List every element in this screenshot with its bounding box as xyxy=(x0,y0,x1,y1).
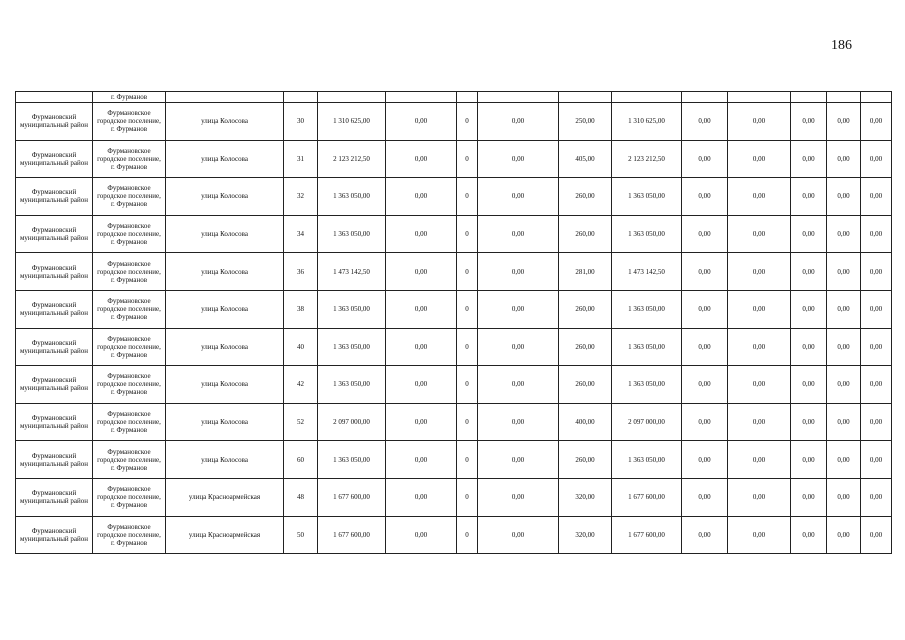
street-cell xyxy=(166,92,284,103)
value-cell: 0,00 xyxy=(682,441,728,479)
house-number-cell: 48 xyxy=(284,478,318,516)
value-cell xyxy=(791,92,827,103)
house-number-cell: 31 xyxy=(284,140,318,178)
value-cell xyxy=(682,92,728,103)
street-cell: улица Колосова xyxy=(166,140,284,178)
value-cell: 1 310 625,00 xyxy=(318,103,386,141)
value-cell: 0,00 xyxy=(386,403,457,441)
value-cell: 0 xyxy=(457,478,478,516)
value-cell: 2 123 212,50 xyxy=(318,140,386,178)
value-cell: 0,00 xyxy=(478,103,559,141)
district-cell: Фурмановский муниципальный район xyxy=(16,103,93,141)
value-cell: 0 xyxy=(457,328,478,366)
value-cell: 1 677 600,00 xyxy=(612,478,682,516)
house-number-cell: 60 xyxy=(284,441,318,479)
value-cell: 0,00 xyxy=(682,215,728,253)
street-cell: улица Колосова xyxy=(166,366,284,404)
settlement-cell: Фурмановское городское поселение, г. Фурманов xyxy=(93,478,166,516)
value-cell xyxy=(457,92,478,103)
table-row xyxy=(16,178,892,216)
value-cell: 0,00 xyxy=(827,140,861,178)
value-cell: 250,00 xyxy=(559,103,612,141)
building-repair-table xyxy=(15,91,892,554)
value-cell: 2 097 000,00 xyxy=(612,403,682,441)
settlement-cell: Фурмановское городское поселение, г. Фурманов xyxy=(93,253,166,291)
value-cell: 0,00 xyxy=(682,103,728,141)
value-cell: 0,00 xyxy=(728,253,791,291)
settlement-cell: Фурмановское городское поселение, г. Фурманов xyxy=(93,178,166,216)
continuation-row xyxy=(16,92,892,103)
value-cell: 0,00 xyxy=(478,290,559,328)
value-cell: 0,00 xyxy=(728,178,791,216)
page-number: 186 xyxy=(831,38,852,53)
value-cell: 0,00 xyxy=(728,403,791,441)
value-cell: 0,00 xyxy=(827,103,861,141)
value-cell: 1 473 142,50 xyxy=(612,253,682,291)
value-cell: 1 677 600,00 xyxy=(318,516,386,554)
value-cell: 2 123 212,50 xyxy=(612,140,682,178)
house-number-cell: 50 xyxy=(284,516,318,554)
table-body xyxy=(16,92,892,554)
value-cell: 0,00 xyxy=(861,441,892,479)
value-cell: 0,00 xyxy=(478,215,559,253)
value-cell: 0,00 xyxy=(386,178,457,216)
house-number-cell: 36 xyxy=(284,253,318,291)
house-number-cell: 42 xyxy=(284,366,318,404)
value-cell: 1 363 050,00 xyxy=(318,441,386,479)
value-cell: 0,00 xyxy=(478,253,559,291)
value-cell: 1 363 050,00 xyxy=(318,215,386,253)
street-cell: улица Колосова xyxy=(166,253,284,291)
value-cell: 260,00 xyxy=(559,215,612,253)
value-cell: 1 363 050,00 xyxy=(612,441,682,479)
value-cell: 1 363 050,00 xyxy=(318,290,386,328)
district-cell: Фурмановский муниципальный район xyxy=(16,178,93,216)
table-row xyxy=(16,103,892,141)
value-cell: 260,00 xyxy=(559,328,612,366)
value-cell: 0,00 xyxy=(791,478,827,516)
value-cell: 0,00 xyxy=(791,103,827,141)
table-row xyxy=(16,403,892,441)
value-cell xyxy=(386,92,457,103)
value-cell: 0,00 xyxy=(682,328,728,366)
value-cell: 0,00 xyxy=(791,366,827,404)
value-cell: 0,00 xyxy=(791,328,827,366)
house-number-cell: 34 xyxy=(284,215,318,253)
value-cell: 0,00 xyxy=(478,478,559,516)
value-cell: 0,00 xyxy=(861,178,892,216)
value-cell xyxy=(318,92,386,103)
street-cell: улица Колосова xyxy=(166,441,284,479)
house-number-cell: 32 xyxy=(284,178,318,216)
value-cell: 0 xyxy=(457,140,478,178)
value-cell: 0,00 xyxy=(478,178,559,216)
value-cell: 0,00 xyxy=(791,403,827,441)
settlement-cell: Фурмановское городское поселение, г. Фурманов xyxy=(93,441,166,479)
house-cell xyxy=(284,92,318,103)
value-cell: 0,00 xyxy=(827,441,861,479)
value-cell: 0,00 xyxy=(861,478,892,516)
street-cell: улица Колосова xyxy=(166,178,284,216)
value-cell: 0 xyxy=(457,178,478,216)
settlement-cell: г. Фурманов xyxy=(93,92,166,103)
value-cell: 0,00 xyxy=(682,403,728,441)
value-cell: 0,00 xyxy=(386,140,457,178)
value-cell: 0,00 xyxy=(791,253,827,291)
value-cell: 1 363 050,00 xyxy=(318,328,386,366)
value-cell: 0,00 xyxy=(478,366,559,404)
value-cell: 0,00 xyxy=(386,441,457,479)
settlement-cell: Фурмановское городское поселение, г. Фурманов xyxy=(93,366,166,404)
value-cell: 0,00 xyxy=(682,140,728,178)
value-cell: 0,00 xyxy=(861,103,892,141)
settlement-cell: Фурмановское городское поселение, г. Фурманов xyxy=(93,328,166,366)
value-cell: 0,00 xyxy=(791,290,827,328)
value-cell: 0,00 xyxy=(827,516,861,554)
value-cell: 0,00 xyxy=(386,328,457,366)
value-cell: 0,00 xyxy=(827,253,861,291)
value-cell: 0 xyxy=(457,290,478,328)
value-cell: 0,00 xyxy=(478,441,559,479)
value-cell: 0,00 xyxy=(682,290,728,328)
value-cell: 1 310 625,00 xyxy=(612,103,682,141)
value-cell: 0,00 xyxy=(861,516,892,554)
house-number-cell: 52 xyxy=(284,403,318,441)
table-row xyxy=(16,441,892,479)
value-cell: 260,00 xyxy=(559,441,612,479)
district-cell xyxy=(16,92,93,103)
street-cell: улица Красноармейская xyxy=(166,516,284,554)
value-cell: 0,00 xyxy=(827,478,861,516)
value-cell: 320,00 xyxy=(559,516,612,554)
value-cell: 0,00 xyxy=(827,178,861,216)
value-cell: 0,00 xyxy=(791,178,827,216)
table-row xyxy=(16,140,892,178)
value-cell: 0,00 xyxy=(386,516,457,554)
street-cell: улица Колосова xyxy=(166,403,284,441)
value-cell: 0,00 xyxy=(728,478,791,516)
table-row xyxy=(16,516,892,554)
value-cell: 0,00 xyxy=(728,328,791,366)
value-cell: 1 363 050,00 xyxy=(612,328,682,366)
value-cell: 0,00 xyxy=(682,253,728,291)
settlement-cell: Фурмановское городское поселение, г. Фурманов xyxy=(93,290,166,328)
value-cell: 0 xyxy=(457,103,478,141)
value-cell xyxy=(827,92,861,103)
value-cell: 1 363 050,00 xyxy=(612,366,682,404)
value-cell: 0,00 xyxy=(728,140,791,178)
value-cell: 0,00 xyxy=(827,403,861,441)
value-cell: 0,00 xyxy=(861,290,892,328)
value-cell: 0,00 xyxy=(791,516,827,554)
value-cell: 0,00 xyxy=(386,478,457,516)
value-cell: 0,00 xyxy=(386,290,457,328)
value-cell: 0,00 xyxy=(478,403,559,441)
value-cell: 0,00 xyxy=(861,140,892,178)
value-cell: 405,00 xyxy=(559,140,612,178)
value-cell: 0,00 xyxy=(728,103,791,141)
district-cell: Фурмановский муниципальный район xyxy=(16,290,93,328)
value-cell: 0 xyxy=(457,215,478,253)
value-cell: 0,00 xyxy=(791,215,827,253)
value-cell: 0,00 xyxy=(827,215,861,253)
table-row xyxy=(16,253,892,291)
value-cell: 0,00 xyxy=(791,441,827,479)
street-cell: улица Колосова xyxy=(166,328,284,366)
value-cell: 400,00 xyxy=(559,403,612,441)
value-cell: 0,00 xyxy=(478,516,559,554)
district-cell: Фурмановский муниципальный район xyxy=(16,516,93,554)
street-cell: улица Колосова xyxy=(166,103,284,141)
table-row xyxy=(16,328,892,366)
value-cell: 0,00 xyxy=(478,328,559,366)
table-row xyxy=(16,366,892,404)
value-cell: 0,00 xyxy=(728,215,791,253)
value-cell: 1 677 600,00 xyxy=(612,516,682,554)
value-cell: 0,00 xyxy=(682,366,728,404)
value-cell: 1 363 050,00 xyxy=(612,215,682,253)
value-cell: 0,00 xyxy=(386,366,457,404)
district-cell: Фурмановский муниципальный район xyxy=(16,253,93,291)
value-cell: 0,00 xyxy=(861,253,892,291)
table-row xyxy=(16,478,892,516)
settlement-cell: Фурмановское городское поселение, г. Фурманов xyxy=(93,103,166,141)
value-cell: 0,00 xyxy=(861,215,892,253)
value-cell xyxy=(861,92,892,103)
value-cell: 1 363 050,00 xyxy=(612,290,682,328)
value-cell: 0,00 xyxy=(861,328,892,366)
value-cell: 0,00 xyxy=(728,366,791,404)
value-cell: 0 xyxy=(457,366,478,404)
value-cell: 260,00 xyxy=(559,290,612,328)
district-cell: Фурмановский муниципальный район xyxy=(16,366,93,404)
value-cell: 0 xyxy=(457,441,478,479)
district-cell: Фурмановский муниципальный район xyxy=(16,478,93,516)
value-cell: 320,00 xyxy=(559,478,612,516)
district-cell: Фурмановский муниципальный район xyxy=(16,403,93,441)
value-cell: 260,00 xyxy=(559,366,612,404)
value-cell: 0,00 xyxy=(827,290,861,328)
district-cell: Фурмановский муниципальный район xyxy=(16,215,93,253)
value-cell: 0 xyxy=(457,516,478,554)
value-cell: 0 xyxy=(457,403,478,441)
value-cell: 0,00 xyxy=(728,516,791,554)
value-cell: 0,00 xyxy=(478,140,559,178)
value-cell: 0,00 xyxy=(386,253,457,291)
district-cell: Фурмановский муниципальный район xyxy=(16,441,93,479)
district-cell: Фурмановский муниципальный район xyxy=(16,328,93,366)
value-cell: 281,00 xyxy=(559,253,612,291)
value-cell: 1 677 600,00 xyxy=(318,478,386,516)
value-cell: 2 097 000,00 xyxy=(318,403,386,441)
value-cell: 0,00 xyxy=(827,328,861,366)
street-cell: улица Колосова xyxy=(166,290,284,328)
value-cell: 0 xyxy=(457,253,478,291)
value-cell: 0,00 xyxy=(386,215,457,253)
value-cell: 0,00 xyxy=(682,478,728,516)
value-cell xyxy=(478,92,559,103)
value-cell: 0,00 xyxy=(386,103,457,141)
value-cell: 0,00 xyxy=(728,290,791,328)
value-cell: 0,00 xyxy=(728,441,791,479)
house-number-cell: 30 xyxy=(284,103,318,141)
value-cell xyxy=(612,92,682,103)
settlement-cell: Фурмановское городское поселение, г. Фурманов xyxy=(93,403,166,441)
settlement-cell: Фурмановское городское поселение, г. Фурманов xyxy=(93,215,166,253)
value-cell: 0,00 xyxy=(827,366,861,404)
value-cell: 0,00 xyxy=(861,366,892,404)
house-number-cell: 38 xyxy=(284,290,318,328)
district-cell: Фурмановский муниципальный район xyxy=(16,140,93,178)
value-cell: 1 363 050,00 xyxy=(318,178,386,216)
house-number-cell: 40 xyxy=(284,328,318,366)
table-row xyxy=(16,215,892,253)
settlement-cell: Фурмановское городское поселение, г. Фурманов xyxy=(93,516,166,554)
street-cell: улица Красноармейская xyxy=(166,478,284,516)
value-cell: 0,00 xyxy=(682,178,728,216)
value-cell: 0,00 xyxy=(682,516,728,554)
value-cell xyxy=(728,92,791,103)
value-cell xyxy=(559,92,612,103)
value-cell: 0,00 xyxy=(791,140,827,178)
value-cell: 0,00 xyxy=(861,403,892,441)
value-cell: 1 473 142,50 xyxy=(318,253,386,291)
street-cell: улица Колосова xyxy=(166,215,284,253)
value-cell: 1 363 050,00 xyxy=(612,178,682,216)
settlement-cell: Фурмановское городское поселение, г. Фурманов xyxy=(93,140,166,178)
table-row xyxy=(16,290,892,328)
value-cell: 260,00 xyxy=(559,178,612,216)
value-cell: 1 363 050,00 xyxy=(318,366,386,404)
